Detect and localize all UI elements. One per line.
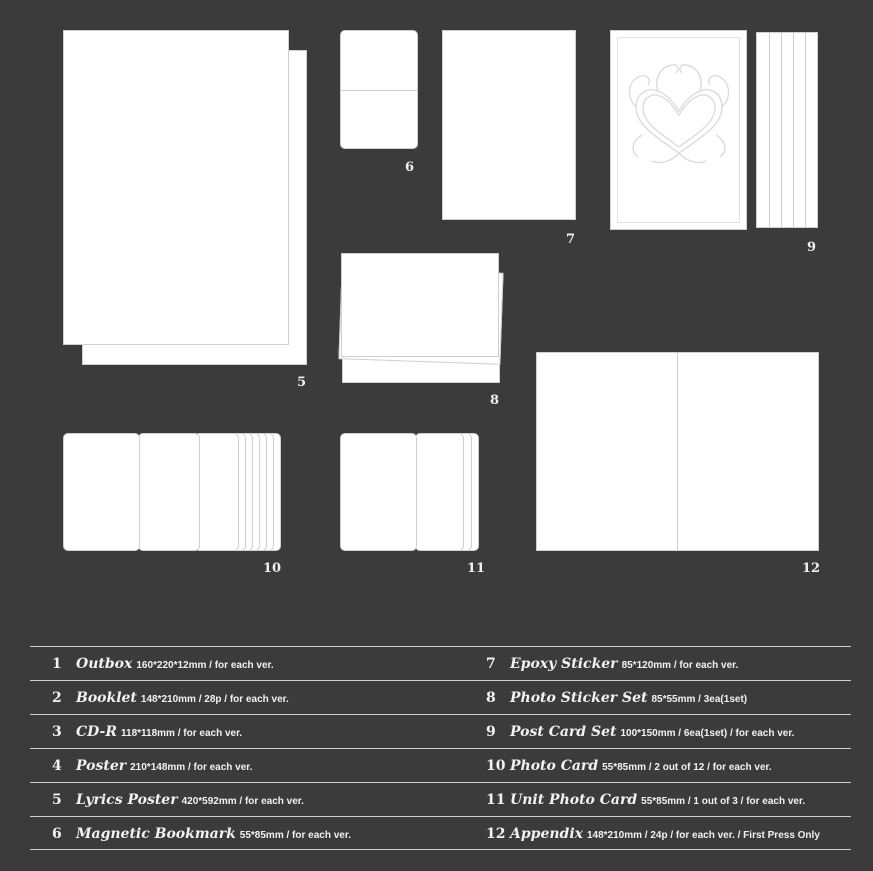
spec-number: 12 [486,826,506,842]
spec-number: 4 [52,758,62,774]
spec-number: 8 [486,690,496,706]
table-rule-bottom [30,849,851,850]
figure-number-5: 5 [297,375,307,390]
spec-row [52,789,304,809]
magnetic-bookmark [340,30,418,149]
spec-detail: 148*210mm / 24p / for each ver. / First Press Only [586,830,820,841]
postcard-stack-2 [756,32,770,228]
spec-detail: 100*150mm / 6ea(1set) / for each ver. [620,728,795,739]
appendix-left-page [536,352,678,551]
table-rule [30,782,851,783]
spec-row [486,789,805,809]
spec-title: Epoxy Sticker [510,656,618,672]
photo-sticker-sheet-1 [341,253,499,357]
spec-row [486,653,738,673]
spec-title: Magnetic Bookmark [76,826,236,842]
table-rule [30,714,851,715]
spec-row [486,687,747,707]
table-rule [30,748,851,749]
postcard-stack-6 [804,32,818,228]
spec-number: 1 [52,656,62,672]
spec-title: CD-R [76,724,117,740]
bookmark-fold-line [341,90,417,91]
figure-number-8: 8 [490,393,500,408]
spec-row [52,755,252,775]
heart-ornament-icon [616,49,743,179]
spec-detail: 148*210mm / 28p / for each ver. [140,694,289,705]
spec-title: Lyrics Poster [76,792,178,808]
spec-row [486,755,772,775]
spec-title: Appendix [510,826,583,842]
postcard-stack-3 [768,32,782,228]
table-rule [30,816,851,817]
epoxy-sticker [442,30,576,220]
spec-detail: 160*220*12mm / for each ver. [136,660,274,671]
spec-title: Post Card Set [510,724,617,740]
spec-title: Photo Card [510,758,599,774]
figure-number-11: 11 [467,561,486,576]
photo-card-second [138,433,200,551]
figure-number-6: 6 [405,160,415,175]
spec-detail: 55*85mm / 1 out of 3 / for each ver. [641,796,806,807]
spec-row [486,721,794,741]
figure-number-10: 10 [263,561,282,576]
spec-row [52,823,351,843]
table-rule-top [30,646,851,647]
spec-number: 7 [486,656,496,672]
spec-number: 6 [52,826,62,842]
lyrics-poster-front-sheet [63,30,289,345]
spec-row [486,823,820,843]
spec-title: Outbox [76,656,133,672]
spec-title: Poster [76,758,127,774]
photo-card-stack-3 [194,433,239,551]
spec-detail: 55*85mm / for each ver. [239,830,351,841]
unit-photo-card-2 [415,433,464,551]
spec-number: 11 [486,792,506,808]
spec-detail: 420*592mm / for each ver. [181,796,304,807]
spec-row [52,721,242,741]
postcard-stack-4 [780,32,794,228]
spec-number: 9 [486,724,496,740]
spec-number: 5 [52,792,62,808]
spec-title: Unit Photo Card [510,792,638,808]
spec-number: 3 [52,724,62,740]
postcard-stack-5 [792,32,806,228]
spec-detail: 210*148mm / for each ver. [130,762,253,773]
table-rule [30,680,851,681]
spec-number: 2 [52,690,62,706]
unit-photo-card-1 [340,433,417,551]
spec-number: 10 [486,758,506,774]
figure-number-9: 9 [807,240,817,255]
figure-number-12: 12 [802,561,821,576]
appendix-right-page [677,352,819,551]
photo-card-first [63,433,140,551]
spec-detail: 85*55mm / 3ea(1set) [651,694,748,705]
spec-detail: 55*85mm / 2 out of 12 / for each ver. [602,762,772,773]
spec-detail: 85*120mm / for each ver. [621,660,739,671]
spec-title: Photo Sticker Set [510,690,648,706]
spec-detail: 118*118mm / for each ver. [121,728,243,739]
figure-number-7: 7 [566,232,576,247]
spec-row [52,653,274,673]
spec-title: Booklet [76,690,137,706]
postcard-front [610,30,747,230]
spec-row [52,687,289,707]
